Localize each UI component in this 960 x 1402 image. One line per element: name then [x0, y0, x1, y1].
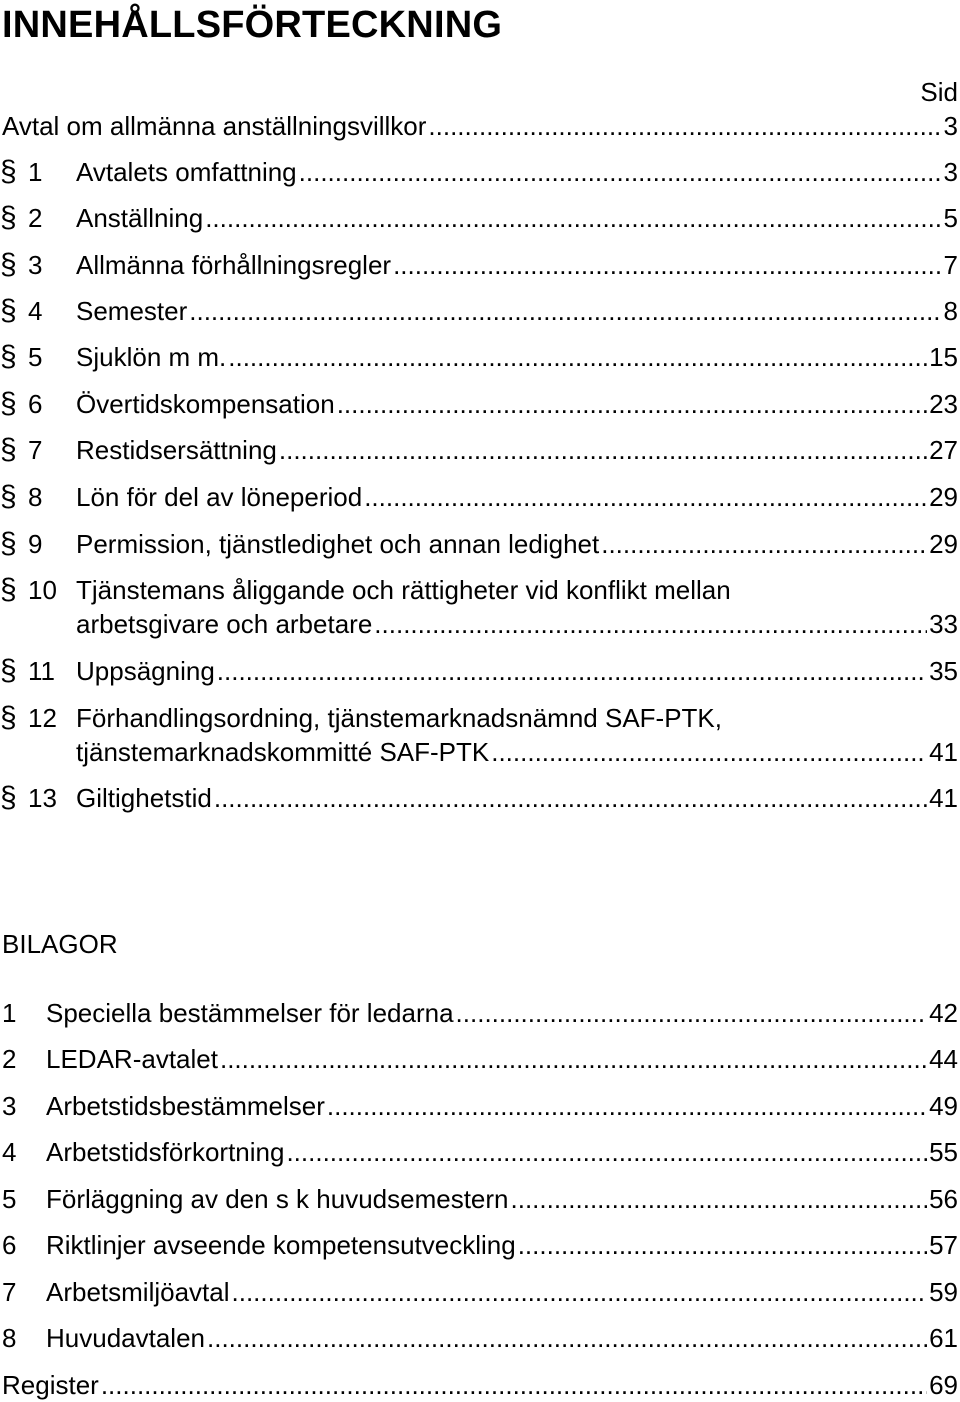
- page-title: INNEHÅLLSFÖRTECKNING: [2, 4, 503, 46]
- appendix-page: 44: [929, 1044, 958, 1074]
- appendix-number: 6: [2, 1230, 17, 1260]
- register-page: 69: [929, 1370, 958, 1400]
- toc-entry-section[interactable]: [0, 481, 958, 513]
- appendix-number: 2: [2, 1044, 17, 1074]
- toc-entry-label: Permission, tjänstledighet och annan ledighet: [76, 529, 600, 559]
- toc-entry-page: 5: [943, 203, 958, 233]
- dot-leader: [101, 1369, 927, 1401]
- appendix-page: 42: [929, 998, 958, 1028]
- section-number: 6: [28, 389, 43, 419]
- toc-entry-page: 3: [943, 111, 958, 141]
- appendix-label: Arbetstidsbestämmelser: [46, 1091, 325, 1121]
- section-symbol: §: [0, 294, 17, 327]
- register-entry[interactable]: [0, 1369, 958, 1401]
- dot-leader: [518, 1229, 927, 1261]
- dot-leader: [205, 202, 941, 234]
- section-number: 12: [28, 703, 57, 733]
- appendix-page: 57: [929, 1230, 958, 1260]
- appendix-entry[interactable]: [0, 1229, 958, 1261]
- toc-entry-page: 15: [929, 342, 958, 372]
- toc-entry-label: Sjuklön m m.: [76, 342, 227, 372]
- appendix-label: LEDAR-avtalet: [46, 1044, 218, 1074]
- appendix-page: 56: [929, 1184, 958, 1214]
- section-number: 11: [28, 656, 55, 686]
- appendix-number: 4: [2, 1137, 17, 1167]
- toc-entry-label: Restidsersättning: [76, 435, 277, 465]
- toc-entry-section[interactable]: [0, 202, 958, 234]
- appendix-number: 1: [2, 998, 17, 1028]
- toc-entry-section[interactable]: [0, 782, 958, 814]
- section-number: 5: [28, 342, 43, 372]
- appendices-heading: BILAGOR: [2, 929, 118, 959]
- appendix-number: 8: [2, 1323, 17, 1353]
- section-number: 1: [28, 157, 43, 187]
- toc-entry-page: 3: [943, 157, 958, 187]
- dot-leader: [214, 782, 927, 814]
- toc-entry-page: 29: [929, 482, 958, 512]
- section-number: 2: [28, 203, 43, 233]
- dot-leader: [232, 1276, 928, 1308]
- section-symbol: §: [0, 781, 17, 814]
- appendix-number: 5: [2, 1184, 17, 1214]
- dot-leader: [337, 388, 927, 420]
- register-label: Register: [2, 1370, 99, 1400]
- section-symbol: §: [0, 573, 17, 606]
- toc-entry-section[interactable]: [0, 655, 958, 687]
- dot-leader: [189, 295, 941, 327]
- appendix-label: Arbetstidsförkortning: [46, 1137, 285, 1167]
- dot-leader: [217, 655, 927, 687]
- appendix-page: 49: [929, 1091, 958, 1121]
- dot-leader: [286, 1136, 927, 1168]
- toc-entry-label: Allmänna förhållningsregler: [76, 250, 392, 280]
- appendix-entry[interactable]: [0, 1136, 958, 1168]
- toc-entry-section-line1[interactable]: [0, 574, 958, 606]
- section-symbol: §: [0, 340, 17, 373]
- appendix-page: 61: [929, 1323, 958, 1353]
- toc-entry-section[interactable]: [0, 528, 958, 560]
- toc-entry-label: Semester: [76, 296, 188, 326]
- toc-entry-intro[interactable]: [0, 110, 958, 142]
- toc-entry-page: 8: [943, 296, 958, 326]
- section-symbol: §: [0, 480, 17, 513]
- section-number: 13: [28, 783, 57, 813]
- toc-entry-section[interactable]: [0, 434, 958, 466]
- section-symbol: §: [0, 433, 17, 466]
- section-symbol: §: [0, 387, 17, 420]
- toc-entry-page: 7: [943, 250, 958, 280]
- dot-leader: [220, 1043, 927, 1075]
- section-number: 4: [28, 296, 43, 326]
- dot-leader: [374, 608, 927, 640]
- toc-entry-label: arbetsgivare och arbetare: [76, 609, 373, 639]
- dot-leader: [601, 528, 927, 560]
- toc-entry-section[interactable]: [0, 156, 958, 188]
- dot-leader: [511, 1183, 928, 1215]
- section-number: 8: [28, 482, 43, 512]
- toc-entry-page: 27: [929, 435, 958, 465]
- toc-entry-section[interactable]: [0, 295, 958, 327]
- dot-leader: [327, 1090, 927, 1122]
- section-number: 10: [28, 575, 57, 605]
- toc-entry-page: 41: [929, 737, 958, 767]
- dot-leader: [364, 481, 927, 513]
- dot-leader: [299, 156, 942, 188]
- toc-entry-section-line1[interactable]: [0, 702, 958, 734]
- appendix-number: 3: [2, 1091, 17, 1121]
- appendix-entry[interactable]: [0, 1043, 958, 1075]
- section-symbol: §: [0, 155, 17, 188]
- dot-leader: [491, 736, 927, 768]
- appendix-entry[interactable]: [0, 1276, 958, 1308]
- page-column-header: Sid: [920, 77, 958, 107]
- section-number: 7: [28, 435, 43, 465]
- toc-entry-label: Uppsägning: [76, 656, 215, 686]
- toc-entry-section[interactable]: [0, 388, 958, 420]
- appendix-page: 55: [929, 1137, 958, 1167]
- appendix-label: Arbetsmiljöavtal: [46, 1277, 230, 1307]
- appendix-label: Förläggning av den s k huvudsemestern: [46, 1184, 509, 1214]
- appendix-number: 7: [2, 1277, 17, 1307]
- toc-entry-page: 35: [929, 656, 958, 686]
- section-symbol: §: [0, 654, 17, 687]
- section-number: 9: [28, 529, 43, 559]
- appendix-label: Huvudavtalen: [46, 1323, 205, 1353]
- section-symbol: §: [0, 701, 17, 734]
- section-number: 3: [28, 250, 43, 280]
- dot-leader: [393, 249, 941, 281]
- toc-entry-label: Giltighetstid: [76, 783, 212, 813]
- appendix-entry[interactable]: [0, 1322, 958, 1354]
- toc-entry-section[interactable]: [0, 249, 958, 281]
- toc-entry-label: Övertidskompensation: [76, 389, 335, 419]
- toc-entry-page: 23: [929, 389, 958, 419]
- dot-leader: [428, 110, 941, 142]
- section-symbol: §: [0, 527, 17, 560]
- appendix-entry[interactable]: [0, 1183, 958, 1215]
- toc-entry-page: 41: [929, 783, 958, 813]
- appendix-entry[interactable]: [0, 1090, 958, 1122]
- toc-entry-label-line1: Tjänstemans åliggande och rättigheter vid konflikt mellan: [76, 575, 731, 605]
- appendix-label: Speciella bestämmelser för ledarna: [46, 998, 454, 1028]
- appendix-entry[interactable]: [0, 997, 958, 1029]
- toc-entry-label: tjänstemarknadskommitté SAF-PTK: [76, 737, 490, 767]
- appendix-label: Riktlinjer avseende kompetensutveckling: [46, 1230, 516, 1260]
- section-symbol: §: [0, 248, 17, 281]
- toc-entry-section-line2[interactable]: [0, 736, 958, 768]
- toc-entry-label: Anställning: [76, 203, 204, 233]
- dot-leader: [456, 997, 928, 1029]
- toc-entry-page: 33: [929, 609, 958, 639]
- toc-entry-label-line1: Förhandlingsordning, tjänstemarknadsnämnd SAF-PTK,: [76, 703, 722, 733]
- section-symbol: §: [0, 201, 17, 234]
- toc-entry-label: Avtalets omfattning: [76, 157, 297, 187]
- dot-leader: [228, 341, 927, 373]
- toc-entry-section[interactable]: [0, 341, 958, 373]
- dot-leader: [279, 434, 927, 466]
- toc-entry-label: Lön för del av löneperiod: [76, 482, 363, 512]
- toc-entry-section-line2[interactable]: [0, 608, 958, 640]
- toc-entry-label: Avtal om allmänna anställningsvillkor: [2, 111, 427, 141]
- toc-entry-page: 29: [929, 529, 958, 559]
- appendix-page: 59: [929, 1277, 958, 1307]
- dot-leader: [207, 1322, 927, 1354]
